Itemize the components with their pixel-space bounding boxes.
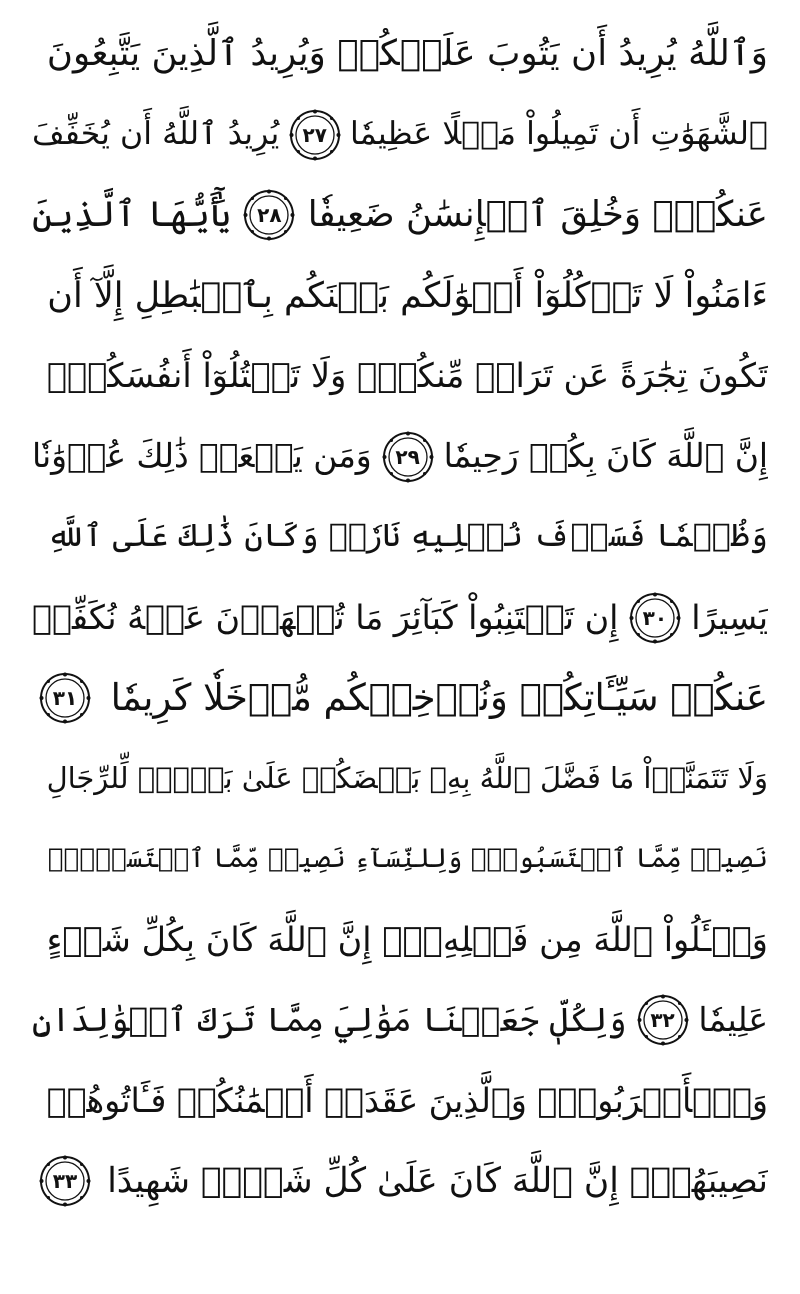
ayah-number: ٣٢ [650,1008,675,1033]
ayah-number: ٣١ [52,686,78,711]
verse-line [32,1141,768,1222]
verse-text: يَسِيرًا [691,598,768,638]
verse-text: تَكُونَ تِجَٰرَةً عَن تَرَاضٖ مِّنكُمۡۚ وَلَا تَقۡتُلُوٓاْ أَنفُسَكُمۡۚ [46,356,768,396]
verse-line [32,900,768,981]
ayah-number: ٢٩ [395,444,420,469]
verse-line [32,658,768,739]
verse-text: وَٱلۡأَقۡرَبُونَۚ وَٱلَّذِينَ عَقَدَتۡ أَيۡمَٰنُكُمۡ فَـَٔاتُوهُمۡ [46,1081,768,1121]
ayah-number-marker [242,188,296,242]
verse-text: يُرِيدُ ٱللَّهُ أَن يُخَفِّفَ [32,115,280,152]
verse-text: إِنَّ ٱللَّهَ كَانَ بِكُمۡ رَحِيمٗا [443,437,768,476]
verse-line [32,95,768,176]
ayah-number: ٣٠ [642,605,668,630]
ayah-number: ٣٣ [52,1169,78,1194]
verse-text: نَصِيبَهُمۡۚ إِنَّ ٱللَّهَ كَانَ عَلَىٰ كُلِّ شَيۡءٖ شَهِيدًا [107,1161,768,1202]
verse-text: وَٱللَّهُ يُرِيدُ أَن يَتُوبَ عَلَيۡكُمۡ وَيُرِيدُ ٱلَّذِينَ يَتَّبِعُونَ [46,33,768,75]
verse-line [32,497,768,578]
ayah-number-marker [636,993,690,1047]
verse-lines [32,14,768,1222]
verse-text: وَلِكُلّٖ جَعَلۡنَا مَوَٰلِيَ مِمَّا تَرَكَ ٱلۡوَٰلِدَانِ [32,999,627,1039]
verse-text: ءَامَنُواْ لَا تَأۡكُلُوٓاْ أَمۡوَٰلَكُم بَيۡنَكُم بِٱلۡبَٰطِلِ إِلَّآ أَن [47,275,768,317]
ayah-number-marker [288,108,342,162]
verse-line [32,417,768,498]
verse-text: يَٰٓأَيُّهَا ٱلَّذِينَ [32,194,231,236]
verse-line [32,1061,768,1142]
verse-line [32,256,768,337]
verse-text: عَلِيمٗا [698,999,768,1039]
verse-line [32,336,768,417]
verse-text: إِن تَجۡتَنِبُواْ كَبَآئِرَ مَا تُنۡهَوۡنَ عَنۡهُ نُكَفِّرۡ [32,598,619,638]
verse-text: ٱلشَّهَوَٰتِ أَن تَمِيلُواْ مَيۡلًا عَظِيمٗا [350,115,768,152]
verse-text: عَنكُمۡ سَيِّـَٔاتِكُمۡ وَنُدۡخِلۡكُم مُّدۡخَلٗا كَرِيمٗا [110,675,768,719]
verse-line [32,819,768,900]
verse-text: وَلَا تَتَمَنَّوۡاْ مَا فَضَّلَ ٱللَّهُ بِهِۦ بَعۡضَكُمۡ عَلَىٰ بَعۡضٖۚ لِّلرِّجَالِ [46,761,768,796]
verse-text: وَسۡـَٔلُواْ ٱللَّهَ مِن فَضۡلِهِۦٓۚ إِنَّ ٱللَّهَ كَانَ بِكُلِّ شَيۡءٍ [46,919,768,959]
verse-text: وَظُلۡمٗا فَسَوۡفَ نُصۡلِيهِ نَارٗاۚ وَكَانَ ذَٰلِكَ عَلَى ٱللَّهِ [46,518,768,555]
verse-text: وَمَن يَفۡعَلۡ ذَٰلِكَ عُدۡوَٰنٗا [32,437,372,476]
ayah-number: ٢٧ [302,122,327,147]
ayah-number-marker [38,671,92,725]
ayah-number-marker [628,591,682,645]
verse-line [32,739,768,820]
verse-line [32,980,768,1061]
verse-line [32,175,768,256]
verse-line [32,578,768,659]
ayah-number-marker [381,430,435,484]
verse-text: نَصِيبٞ مِّمَّا ٱكۡتَسَبُواْۖ وَلِلنِّسَآءِ نَصِيبٞ مِّمَّا ٱكۡتَسَبۡنَۚ [47,844,768,875]
verse-text: عَنكُمۡۚ وَخُلِقَ ٱلۡإِنسَٰنُ ضَعِيفٗا [307,194,768,236]
ayah-number: ٢٨ [257,203,282,228]
verse-line [32,14,768,95]
ayah-number-marker [38,1154,92,1208]
